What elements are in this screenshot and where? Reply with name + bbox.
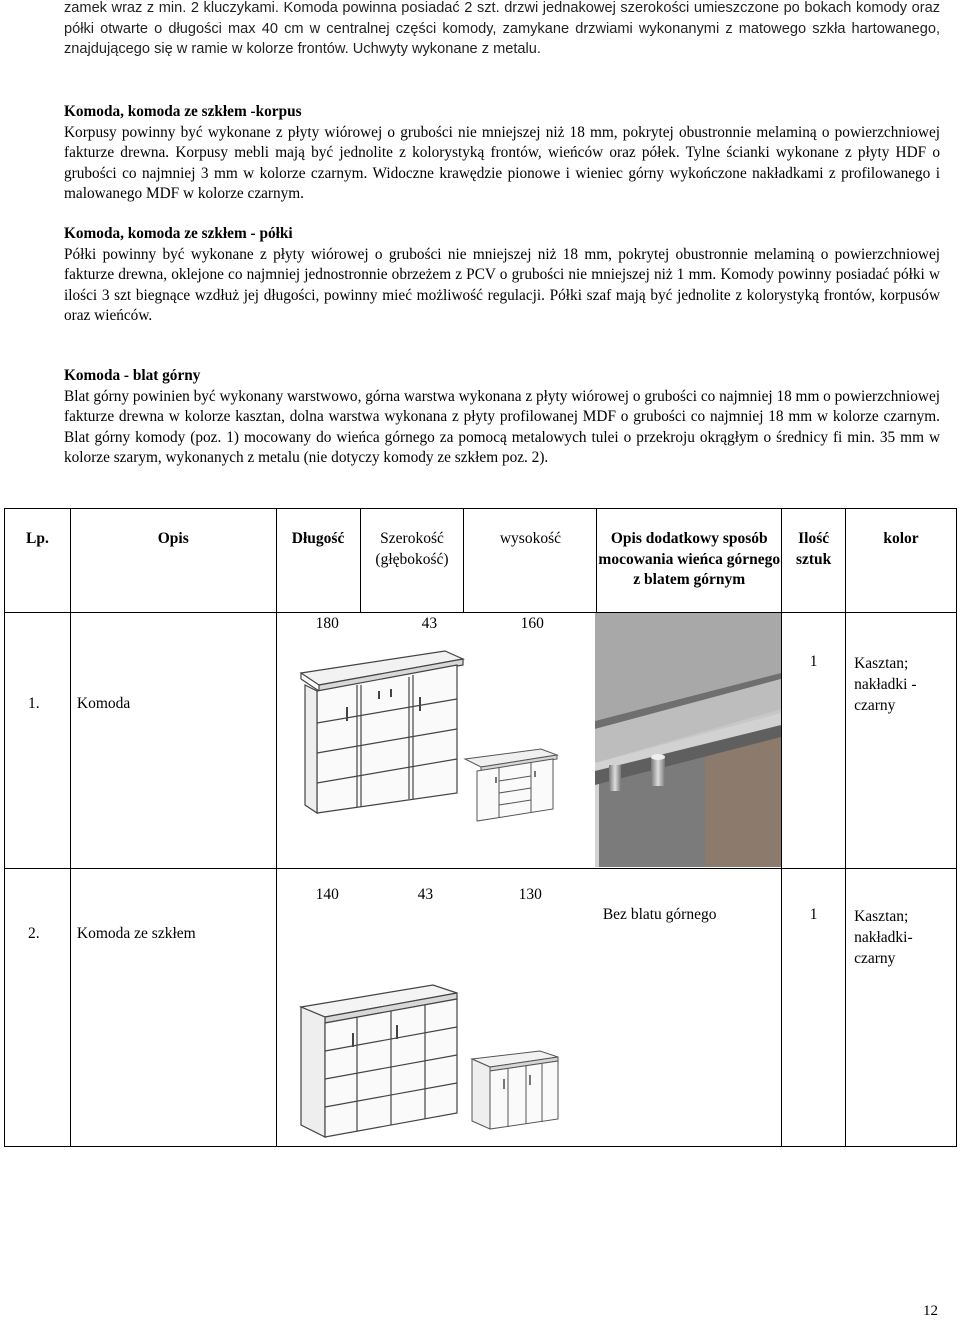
section-heading: Komoda, komoda ze szkłem - półki xyxy=(64,225,293,242)
section-body: Korpusy powinny być wykonane z płyty wiórowej o grubości nie mniejszej niż 18 mm, pokrytej obustronnie melaminą o powierzchniowej fakturze drewna. Korpusy mebli mają być jednolite z kolorystyką frontów, wieńców oraz półek. Tylne ścianki wykonane z płyty HDF o grubości co najmniej 3 mm w kolorze czarnym. Widoczne krawędzie pionowe i wieniec górny wykończone nakładkami z profilowanego i malowanego MDF w kolorze czarnym. xyxy=(64,123,940,203)
col-header-opis: Opis xyxy=(70,509,276,613)
komoda-ze-szklem-small-drawing-icon xyxy=(470,1049,560,1133)
cell-opis: Komoda ze szkłem xyxy=(70,869,276,1147)
cell-opis-dodatkowy xyxy=(597,613,782,869)
table-header-row xyxy=(5,509,957,613)
komoda-ze-szklem-drawing-icon xyxy=(297,983,461,1139)
section-heading: Komoda, komoda ze szkłem -korpus xyxy=(64,103,302,120)
col-header-opis-dodatkowy: Opis dodatkowy sposób mocowania wieńca górnego z blatem górnym xyxy=(597,509,782,613)
dimension-szerokosc: 43 xyxy=(421,615,438,632)
dimension-dlugosc: 180 xyxy=(315,615,339,632)
section-blat xyxy=(64,366,940,469)
dimension-dlugosc: 140 xyxy=(315,886,339,903)
col-header-szerokosc: Szerokość (głębokość) xyxy=(360,509,464,613)
cell-dimensions-image xyxy=(276,613,597,869)
cell-kolor: Kasztan; nakładki - czarny xyxy=(846,613,957,869)
section-korpus xyxy=(64,102,940,205)
table-row xyxy=(5,613,957,869)
section-body: Blat górny powinien być wykonany warstwowo, górna warstwa wykonana z płyty wiórowej o grubości co najmniej 18 mm o powierzchniowej fakturze drewna w kolorze kasztan, dolna warstwa wykonana z płyty profilowanej MDF o grubości co najmniej 18 mm w kolorze czarnym. Blat górny komody (poz. 1) mocowany do wieńca górnego za pomocą metalowych tulei o przekroju okrągłym o średnicy fi min. 35 mm w kolorze szarym, wykonanych z metalu (nie dotyczy komody ze szkłem poz. 2). xyxy=(64,387,940,467)
komoda-small-drawing-icon xyxy=(463,747,559,827)
furniture-spec-table xyxy=(4,508,957,1147)
section-polki xyxy=(64,224,940,327)
cell-lp: 2. xyxy=(5,869,71,1147)
col-header-wysokosc: wysokość xyxy=(464,509,597,613)
komoda-drawing-icon xyxy=(295,647,465,819)
table-row xyxy=(5,869,957,1147)
cell-ilosc: 1 xyxy=(782,613,846,869)
cell-kolor: Kasztan; nakładki- czarny xyxy=(846,869,957,1147)
dimension-wysokosc: 130 xyxy=(518,886,542,903)
dimension-szerokosc: 43 xyxy=(417,886,434,903)
cell-opis: Komoda xyxy=(70,613,276,869)
intro-paragraph: zamek wraz z min. 2 kluczykami. Komoda powinna posiadać 2 szt. drzwi jednakowej szerokości umieszczone po bokach komody oraz półki otwarte o długości max 40 cm w centralnej części komody, zamykane drzwiami wykonanymi z matowego szkła hartowanego, znajdującego się w ramie w kolorze frontów. Uchwyty wykonane z metalu. xyxy=(64,0,940,58)
dimension-wysokosc: 160 xyxy=(520,615,544,632)
cell-lp: 1. xyxy=(5,613,71,869)
col-header-ilosc: Ilość sztuk xyxy=(782,509,846,613)
section-heading: Komoda - blat górny xyxy=(64,367,201,384)
cell-dimensions-image xyxy=(276,869,597,1147)
cell-ilosc: 1 xyxy=(782,869,846,1147)
col-header-lp: Lp. xyxy=(5,509,71,613)
col-header-kolor: kolor xyxy=(846,509,957,613)
section-body: Półki powinny być wykonane z płyty wiórowej o grubości nie mniejszej niż 18 mm, pokrytej obustronnie melaminą o powierzchniowej fakturze drewna, oklejone co najmniej jednostronnie obrzeżem z PCV o grubości nie mniejszej niż 1 mm. Komody powinny posiadać półki w ilości 3 szt biegnące wzdłuż jej długości, powinny mieć możliwość regulacji. Półki szaf mają być jednolite z kolorystyką frontów, korpusów oraz wieńców. xyxy=(64,245,940,325)
page-number: 12 xyxy=(923,1303,938,1319)
blat-mounting-photo xyxy=(595,613,781,867)
col-header-dlugosc: Długość xyxy=(276,509,360,613)
cell-opis-dodatkowy: Bez blatu górnego xyxy=(597,869,782,1147)
